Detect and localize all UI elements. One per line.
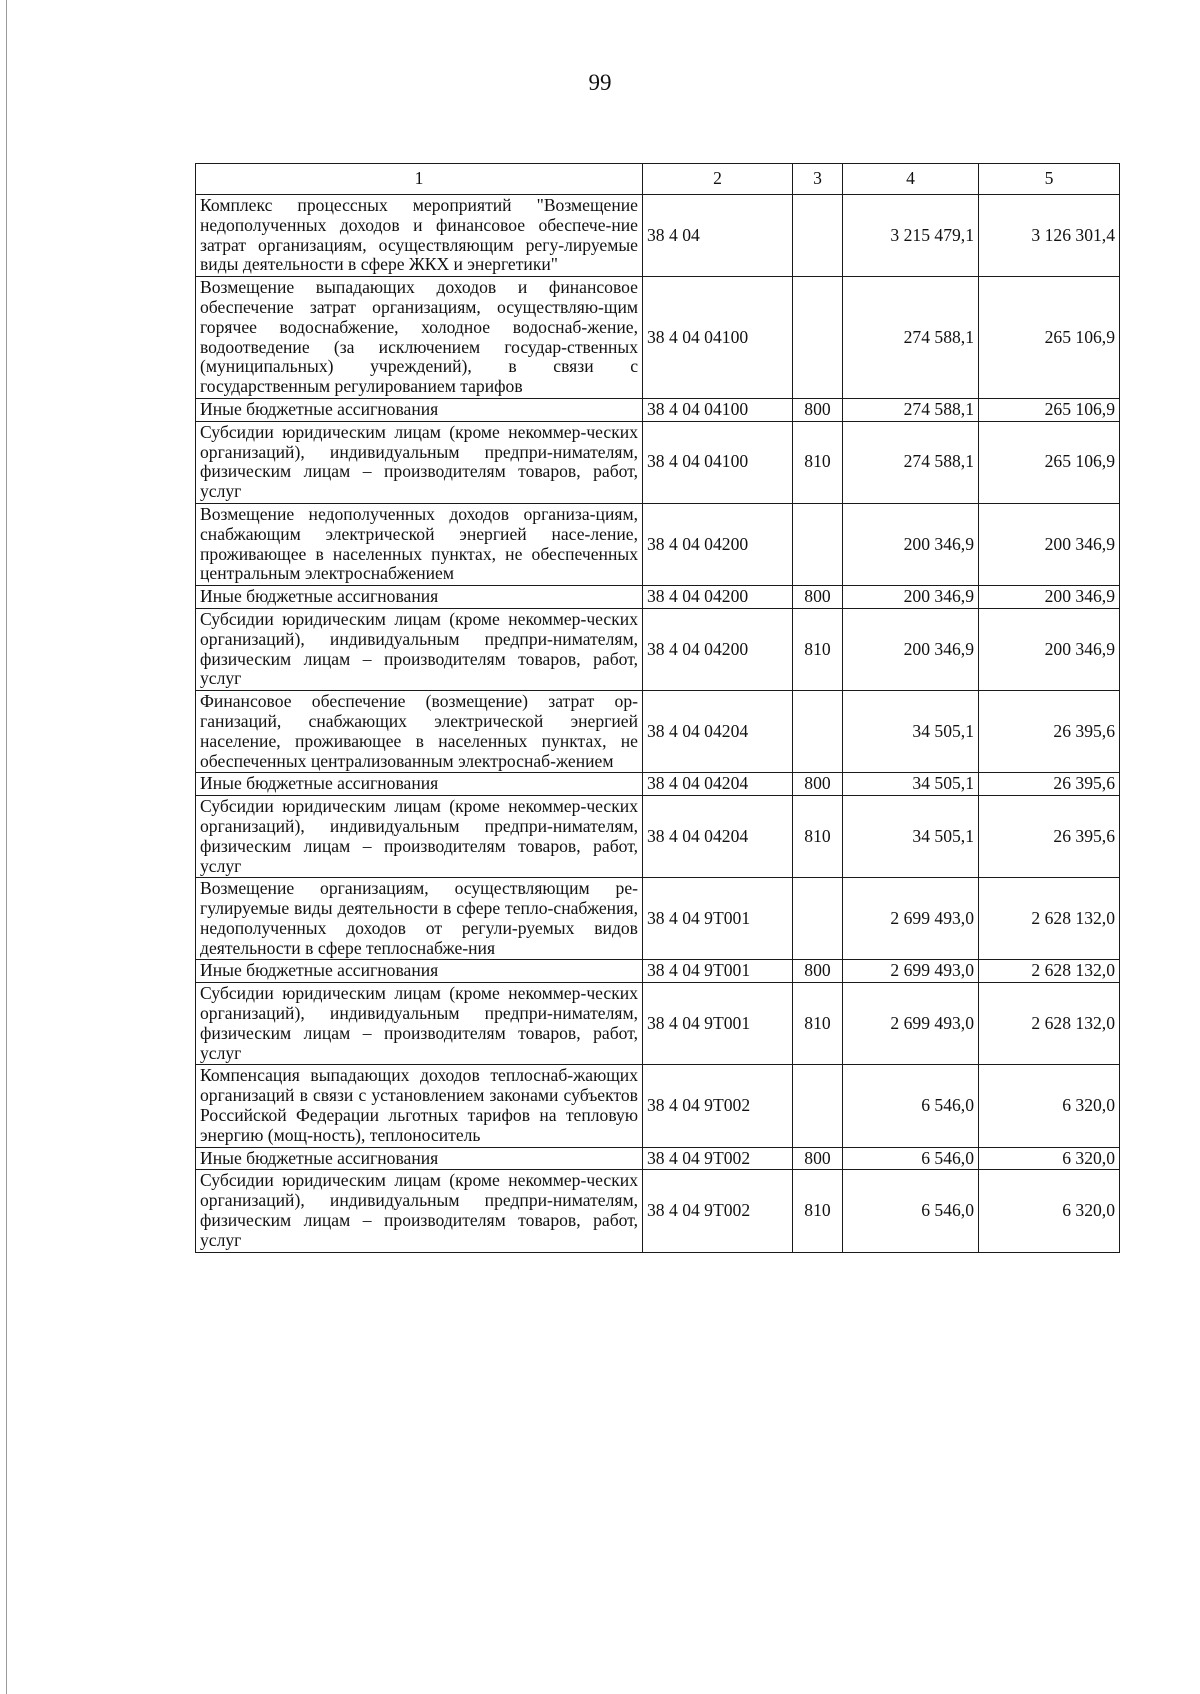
table-row xyxy=(196,878,1120,960)
table-header-row xyxy=(196,164,1120,195)
table-row xyxy=(196,277,1120,399)
row-amount-year1-cell: 2 699 493,0 xyxy=(843,983,979,1065)
row-amount-year2-cell: 200 346,9 xyxy=(979,608,1120,690)
row-amount-year1-cell: 274 588,1 xyxy=(843,398,979,421)
row-expense-type-cell: 810 xyxy=(793,796,843,878)
row-expense-type-cell: 800 xyxy=(793,773,843,796)
row-code-cell: 38 4 04 xyxy=(643,195,793,277)
row-amount-year2-cell: 2 628 132,0 xyxy=(979,878,1120,960)
header-col-5: 5 xyxy=(979,164,1120,195)
row-name-cell: Иные бюджетные ассигнования xyxy=(196,960,643,983)
row-expense-type-cell: 800 xyxy=(793,586,843,609)
row-code-cell: 38 4 04 9Т002 xyxy=(643,1170,793,1252)
row-expense-type-cell: 800 xyxy=(793,960,843,983)
row-name-cell: Иные бюджетные ассигнования xyxy=(196,1147,643,1170)
row-code-cell: 38 4 04 9Т001 xyxy=(643,983,793,1065)
row-name-cell: Возмещение организациям, осуществляющим ре-гулируемые виды деятельности в сфере тепло-снабжения, недополученных доходов от регули-руемых видов деятельности в сфере теплоснабже-ния xyxy=(196,878,643,960)
table-row xyxy=(196,1170,1120,1252)
row-code-cell: 38 4 04 9Т001 xyxy=(643,960,793,983)
row-amount-year1-cell: 2 699 493,0 xyxy=(843,878,979,960)
row-name-cell: Компенсация выпадающих доходов теплоснаб-жающих организаций в связи с установлением законами субъектов Российской Федерации льготных тарифов на тепловую энергию (мощ-ность), теплоноситель xyxy=(196,1065,643,1147)
row-code-cell: 38 4 04 04204 xyxy=(643,773,793,796)
row-code-cell: 38 4 04 04200 xyxy=(643,608,793,690)
row-amount-year2-cell: 26 395,6 xyxy=(979,691,1120,773)
row-code-cell: 38 4 04 9Т002 xyxy=(643,1147,793,1170)
row-expense-type-cell: 810 xyxy=(793,608,843,690)
row-amount-year1-cell: 200 346,9 xyxy=(843,608,979,690)
row-expense-type-cell: 810 xyxy=(793,421,843,503)
row-name-cell: Возмещение выпадающих доходов и финансовое обеспечение затрат организациям, осуществляю-щим горячее водоснабжение, холодное водоснаб-жение, водоотведение (за исключением государ-ственных (муниципальных) учреждений), в связи с государственным регулированием тарифов xyxy=(196,277,643,399)
row-expense-type-cell xyxy=(793,691,843,773)
table-row xyxy=(196,195,1120,277)
table-row xyxy=(196,796,1120,878)
row-amount-year1-cell: 34 505,1 xyxy=(843,773,979,796)
row-amount-year2-cell: 265 106,9 xyxy=(979,277,1120,399)
row-amount-year2-cell: 26 395,6 xyxy=(979,773,1120,796)
row-name-cell: Субсидии юридическим лицам (кроме некоммер-ческих организаций), индивидуальным предпри-нимателям, физическим лицам – производителям товаров, работ, услуг xyxy=(196,983,643,1065)
row-amount-year1-cell: 6 546,0 xyxy=(843,1170,979,1252)
row-amount-year2-cell: 3 126 301,4 xyxy=(979,195,1120,277)
row-amount-year1-cell: 274 588,1 xyxy=(843,277,979,399)
row-amount-year1-cell: 2 699 493,0 xyxy=(843,960,979,983)
row-amount-year1-cell: 200 346,9 xyxy=(843,586,979,609)
row-code-cell: 38 4 04 04100 xyxy=(643,398,793,421)
row-name-cell: Субсидии юридическим лицам (кроме некоммер-ческих организаций), индивидуальным предпри-нимателям, физическим лицам – производителям товаров, работ, услуг xyxy=(196,796,643,878)
row-name-cell: Иные бюджетные ассигнования xyxy=(196,586,643,609)
table-row xyxy=(196,398,1120,421)
row-expense-type-cell: 810 xyxy=(793,1170,843,1252)
row-amount-year1-cell: 6 546,0 xyxy=(843,1065,979,1147)
row-amount-year1-cell: 34 505,1 xyxy=(843,691,979,773)
row-expense-type-cell: 800 xyxy=(793,1147,843,1170)
header-col-1: 1 xyxy=(196,164,643,195)
row-code-cell: 38 4 04 04200 xyxy=(643,586,793,609)
table-row xyxy=(196,960,1120,983)
row-amount-year2-cell: 200 346,9 xyxy=(979,503,1120,585)
row-expense-type-cell xyxy=(793,195,843,277)
table-row xyxy=(196,773,1120,796)
scan-edge-line xyxy=(6,0,7,1694)
table-row xyxy=(196,586,1120,609)
header-col-4: 4 xyxy=(843,164,979,195)
row-amount-year1-cell: 200 346,9 xyxy=(843,503,979,585)
row-amount-year2-cell: 26 395,6 xyxy=(979,796,1120,878)
row-amount-year1-cell: 3 215 479,1 xyxy=(843,195,979,277)
row-name-cell: Комплекс процессных мероприятий "Возмещение недополученных доходов и финансовое обеспече-ние затрат организациям, осуществляющим регу-лируемые виды деятельности в сфере ЖКХ и энергетики" xyxy=(196,195,643,277)
row-amount-year2-cell: 2 628 132,0 xyxy=(979,960,1120,983)
row-code-cell: 38 4 04 04100 xyxy=(643,421,793,503)
row-code-cell: 38 4 04 04204 xyxy=(643,691,793,773)
table-row xyxy=(196,503,1120,585)
row-code-cell: 38 4 04 04204 xyxy=(643,796,793,878)
row-name-cell: Иные бюджетные ассигнования xyxy=(196,773,643,796)
row-expense-type-cell xyxy=(793,878,843,960)
row-name-cell: Финансовое обеспечение (возмещение) затрат ор-ганизаций, снабжающих электрической энергией население, проживающее в населенных пунктах, не обеспеченных централизованным электроснаб-жением xyxy=(196,691,643,773)
table-row xyxy=(196,421,1120,503)
row-name-cell: Субсидии юридическим лицам (кроме некоммер-ческих организаций), индивидуальным предпри-нимателям, физическим лицам – производителям товаров, работ, услуг xyxy=(196,608,643,690)
row-expense-type-cell xyxy=(793,277,843,399)
budget-table xyxy=(195,163,1120,1253)
table-row xyxy=(196,1065,1120,1147)
row-name-cell: Иные бюджетные ассигнования xyxy=(196,398,643,421)
row-expense-type-cell xyxy=(793,1065,843,1147)
row-code-cell: 38 4 04 04200 xyxy=(643,503,793,585)
header-col-3: 3 xyxy=(793,164,843,195)
row-amount-year2-cell: 265 106,9 xyxy=(979,421,1120,503)
row-amount-year2-cell: 2 628 132,0 xyxy=(979,983,1120,1065)
row-expense-type-cell: 810 xyxy=(793,983,843,1065)
row-expense-type-cell xyxy=(793,503,843,585)
table-row xyxy=(196,1147,1120,1170)
header-col-2: 2 xyxy=(643,164,793,195)
row-name-cell: Субсидии юридическим лицам (кроме некоммер-ческих организаций), индивидуальным предпри-нимателям, физическим лицам – производителям товаров, работ, услуг xyxy=(196,1170,643,1252)
row-amount-year2-cell: 265 106,9 xyxy=(979,398,1120,421)
row-amount-year2-cell: 6 320,0 xyxy=(979,1147,1120,1170)
row-name-cell: Субсидии юридическим лицам (кроме некоммер-ческих организаций), индивидуальным предпри-нимателям, физическим лицам – производителям товаров, работ, услуг xyxy=(196,421,643,503)
row-code-cell: 38 4 04 9Т002 xyxy=(643,1065,793,1147)
row-name-cell: Возмещение недополученных доходов организа-циям, снабжающим электрической энергией насе-ление, проживающее в населенных пунктах, не обеспеченных центральным электроснабжением xyxy=(196,503,643,585)
row-amount-year1-cell: 274 588,1 xyxy=(843,421,979,503)
row-amount-year1-cell: 6 546,0 xyxy=(843,1147,979,1170)
page-number: 99 xyxy=(588,70,612,95)
row-code-cell: 38 4 04 04100 xyxy=(643,277,793,399)
row-code-cell: 38 4 04 9Т001 xyxy=(643,878,793,960)
row-amount-year2-cell: 6 320,0 xyxy=(979,1170,1120,1252)
table-row xyxy=(196,691,1120,773)
row-amount-year2-cell: 6 320,0 xyxy=(979,1065,1120,1147)
row-amount-year1-cell: 34 505,1 xyxy=(843,796,979,878)
row-amount-year2-cell: 200 346,9 xyxy=(979,586,1120,609)
table-row xyxy=(196,983,1120,1065)
row-expense-type-cell: 800 xyxy=(793,398,843,421)
table-row xyxy=(196,608,1120,690)
